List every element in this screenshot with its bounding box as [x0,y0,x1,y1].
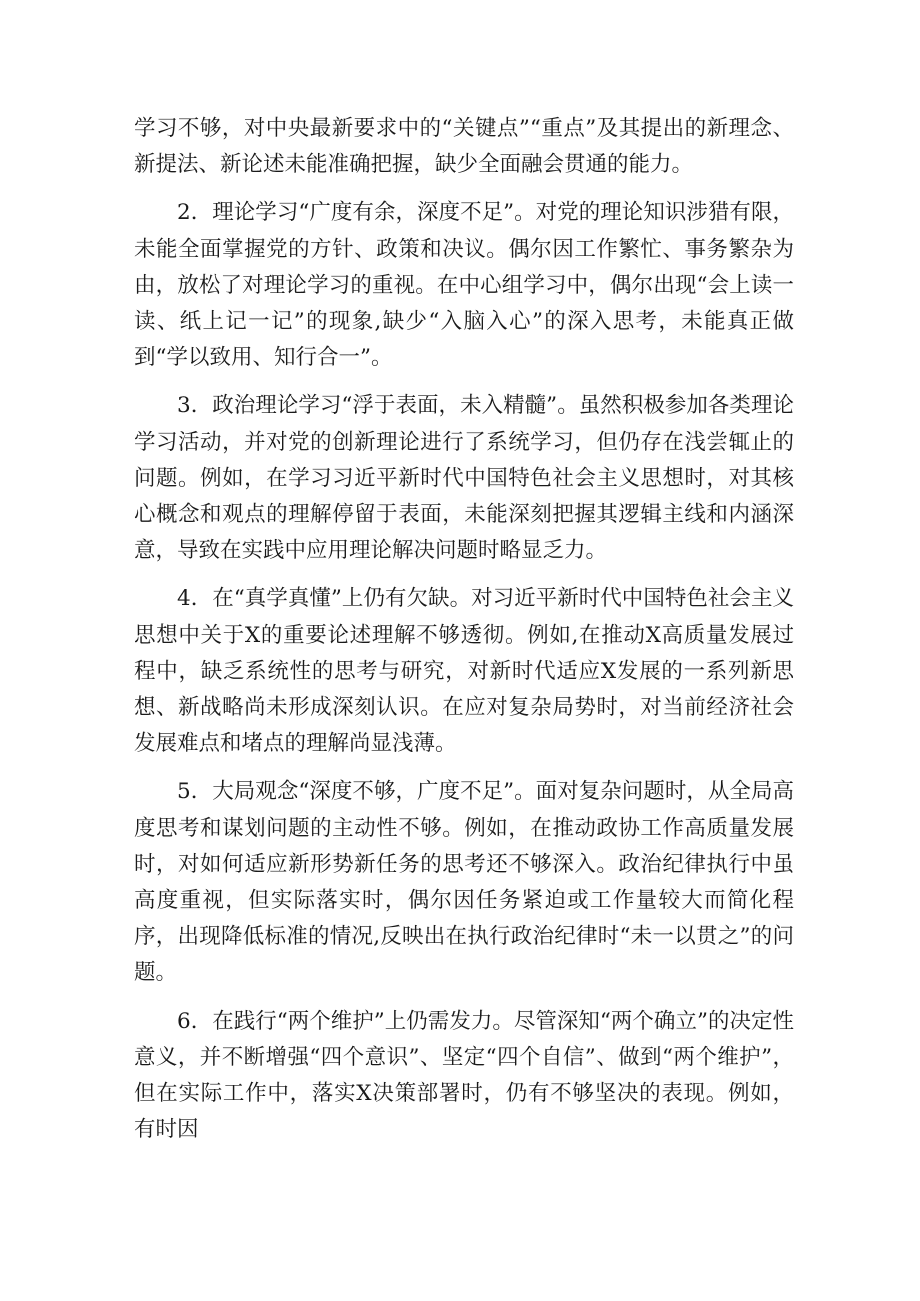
paragraph-continuation: 学习不够，对中央最新要求中的“关键点”“重点”及其提出的新理念、新提法、新论述未能准确把握，缺少全面融会贯通的能力。 [134,116,794,178]
document-body [134,111,794,1160]
paragraph-item-3: 3．政治理论学习“浮于表面，未入精髓”。虽然积极参加各类理论学习活动，并对党的创新理论进行了系统学习，但仍存在浅尝辄止的问题。例如，在学习习近平新时代中国特色社会主义思想时，对其核心概念和观点的理解停留于表面，未能深刻把握其逻辑主线和内涵深意，导致在实践中应用理论解决问题时略显乏力。 [134,393,794,564]
paragraph-item-2: 2．理论学习“广度有余，深度不足”。对党的理论知识涉猎有限，未能全面掌握党的方针、政策和决议。偶尔因工作繁忙、事务繁杂为由，放松了对理论学习的重视。在中心组学习中，偶尔出现“会上读一读、纸上记一记”的现象,缺少“入脑入心”的深入思考，未能真正做到“学以致用、知行合一”。 [134,200,794,371]
paragraph-item-4: 4．在“真学真懂”上仍有欠缺。对习近平新时代中国特色社会主义思想中关于X的重要论述理解不够透彻。例如,在推动X高质量发展过程中，缺乏系统性的思考与研究，对新时代适应X发展的一系列新思想、新战略尚未形成深刻认识。在应对复杂局势时，对当前经济社会发展难点和堵点的理解尚显浅薄。 [134,586,794,757]
paragraph-item-6: 6．在践行“两个维护”上仍需发力。尽管深知“两个确立”的决定性意义，并不断增强“四个意识”、坚定“四个自信”、做到“两个维护”，但在实际工作中，落实X决策部署时，仍有不够坚决的表现。例如，有时因 [134,1008,794,1143]
paragraph-item-5: 5．大局观念“深度不够，广度不足”。面对复杂问题时，从全局高度思考和谋划问题的主动性不够。例如，在推动政协工作高质量发展时，对如何适应新形势新任务的思考还不够深入。政治纪律执行中虽高度重视，但实际落实时，偶尔因任务紧迫或工作量较大而简化程序，出现降低标准的情况,反映出在执行政治纪律时“未一以贯之”的问题。 [134,779,794,986]
